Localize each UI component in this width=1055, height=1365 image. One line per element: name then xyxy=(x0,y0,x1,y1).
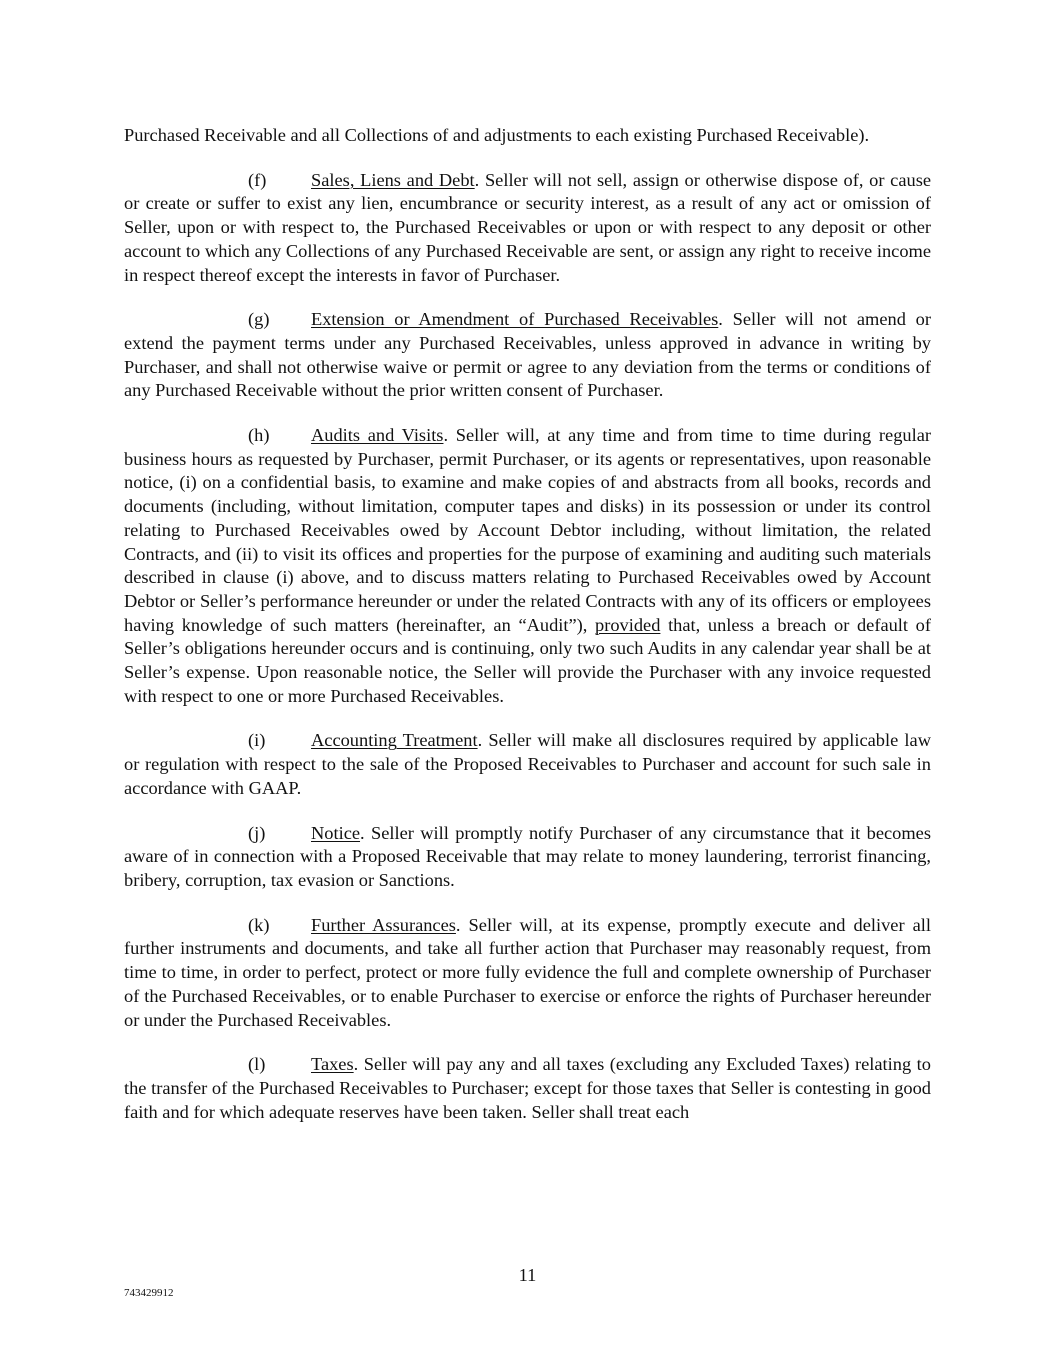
paragraph-heading: Extension or Amendment of Purchased Receivables xyxy=(311,309,719,330)
provided-term: provided xyxy=(595,614,661,635)
paragraph-text: . Seller will, at any time and from time to time during regular business hours as requested by Purchaser, permit Purchaser, or its agents or representatives, upon reasonable notice, (i) on a confidential basis, to examine and make copies of and abstracts from all books, records and documents (including, without limitation, computer tapes and disks) in its possession or under its control relating to Purchased Receivables owed by Account Debtor including, without limitation, the related Contracts, and (ii) to visit its offices and properties for the purpose of examining and auditing such materials described in clause (i) above, and to discuss matters relating to Purchased Receivables owed by Account Debtor or Seller’s performance hereunder or under the related Contracts with any of its officers or employees having knowledge of such matters (hereinafter, an “Audit”), xyxy=(124,425,931,635)
document-body xyxy=(124,124,931,1145)
paragraph-text: . Seller will promptly notify Purchaser of any circumstance that it becomes aware of in connection with a Proposed Receivable that may relate to money laundering, terrorist financing, bribery, corruption, tax evasion or Sanctions. xyxy=(124,822,931,890)
paragraph-h xyxy=(124,424,931,708)
paragraph-marker: (g) xyxy=(248,309,270,330)
paragraph-marker: (l) xyxy=(248,1054,266,1075)
paragraph-marker: (k) xyxy=(248,914,270,935)
paragraph-marker: (j) xyxy=(248,822,266,843)
continuation-paragraph: Purchased Receivable and all Collections of and adjustments to each existing Purchased Receivable). xyxy=(124,125,870,145)
paragraph-marker: (f) xyxy=(248,169,267,190)
paragraph-k xyxy=(124,914,931,1033)
paragraph-marker: (h) xyxy=(248,425,270,446)
paragraph-marker: (i) xyxy=(248,730,266,751)
paragraph-heading: Taxes xyxy=(311,1054,354,1075)
paragraph-j xyxy=(124,822,931,893)
paragraph-f xyxy=(124,169,931,288)
paragraph-heading: Notice xyxy=(311,822,361,843)
paragraph-text: . Seller will pay any and all taxes (excluding any Excluded Taxes) relating to the transfer of the Purchased Receivables to Purchaser; except for those taxes that Seller is contesting in good faith and for which adequate reserves have been taken. Seller shall treat each xyxy=(124,1054,931,1122)
paragraph-l xyxy=(124,1053,931,1124)
paragraph-heading: Audits and Visits xyxy=(311,425,444,446)
paragraph-heading: Accounting Treatment xyxy=(311,730,478,751)
paragraph-g xyxy=(124,308,931,403)
paragraph-text: . Seller will make all disclosures required by applicable law or regulation with respect to the sale of the Proposed Receivables to Purchaser and account for such sale in accordance with GAAP. xyxy=(124,730,931,798)
document-id: 743429912 xyxy=(124,1287,174,1299)
paragraph-heading: Further Assurances xyxy=(311,914,456,935)
paragraph-i xyxy=(124,729,931,800)
page-number: 11 xyxy=(518,1265,537,1285)
paragraph-text: . Seller will not amend or extend the payment terms under any Purchased Receivables, unless approved in advance in writing by Purchaser, and shall not otherwise waive or permit or agree to any deviation from the terms or conditions of any Purchased Receivable without the prior written consent of Purchaser. xyxy=(124,309,931,401)
paragraph-text: . Seller will, at its expense, promptly execute and deliver all further instruments and documents, and take all further action that Purchaser may reasonably request, from time to time, in order to perfect, protect or more fully evidence the full and complete ownership of Purchaser of the Purchased Receivables, or to enable Purchaser to exercise or enforce the rights of Purchaser hereunder or under the Purchased Receivables. xyxy=(124,914,931,1030)
paragraph-heading: Sales, Liens and Debt xyxy=(311,169,475,190)
paragraph-text-continued: that, unless a breach or default of Seller’s obligations hereunder occurs and is continuing, only two such Audits in any calendar year shall be at Seller’s expense. Upon reasonable notice, the Seller will provide the Purchaser with any invoice requested with respect to one or more Purchased Receivables. xyxy=(124,614,931,706)
paragraph-text: . Seller will not sell, assign or otherwise dispose of, or cause or create or suffer to exist any lien, encumbrance or security interest, as a result of any act or omission of Seller, upon or with respect to, the Purchased Receivables or upon or with respect to any deposit or other account to which any Collections of any Purchased Receivable are sent, or assign any right to receive income in respect thereof except the interests in favor of Purchaser. xyxy=(124,169,932,285)
